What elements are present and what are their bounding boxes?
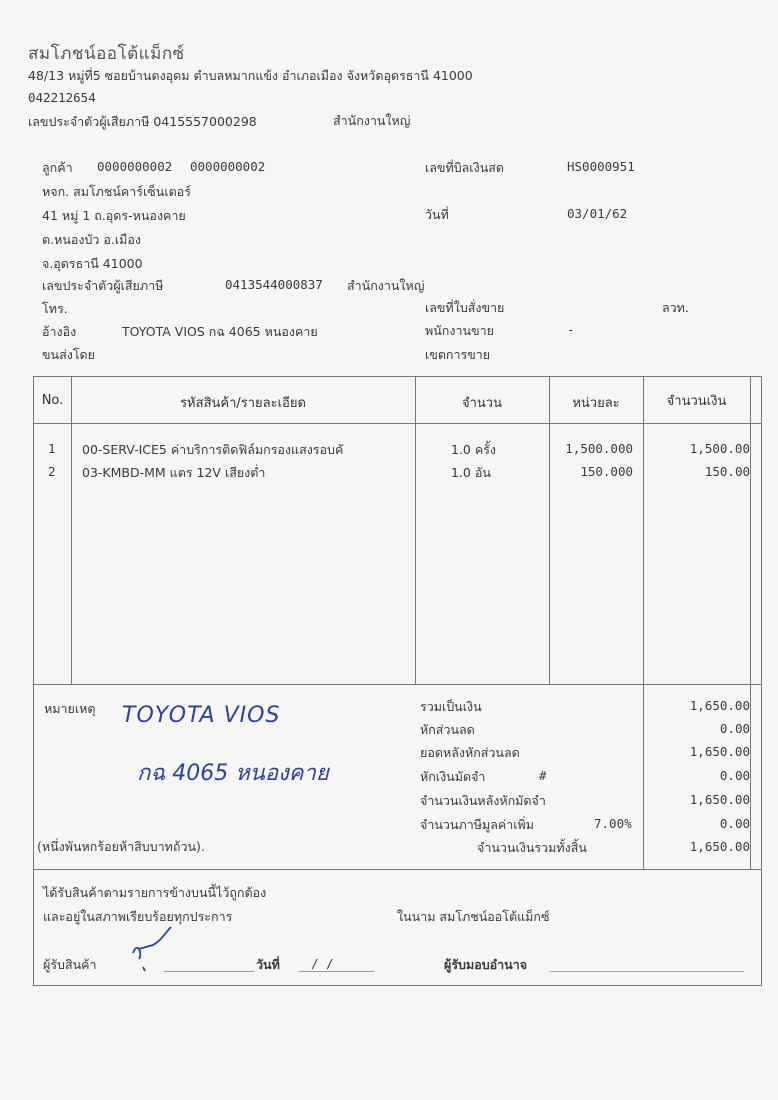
salesperson-value: - [567,322,575,337]
deposit-label: หักเงินมัดจำ [420,769,486,784]
amount-in-words: (หนึ่งพันหกร้อยห้าสิบบาทถ้วน). [37,839,205,854]
bill-number-label: เลขที่บิลเงินสด [425,160,504,175]
grand-total-value: 1,650.00 [689,839,750,854]
discount-label: หักส่วนลด [420,722,475,737]
sales-zone-label: เขตการขาย [425,347,491,362]
header-divider [34,423,761,424]
totals-bottom-divider [34,869,761,870]
customer-code-1: 0000000002 [97,159,173,174]
receiver-signature-line [164,971,254,972]
vat-label: จำนวนภาษีมูลค่าเพิ่ม [420,817,534,832]
header-no: No. [41,393,64,408]
row-1-amount: 1,500.00 [689,441,750,456]
reference-label: อ้างอิง [42,324,77,339]
header-amount: จำนวนเงิน [666,394,727,409]
bill-date: 03/01/62 [567,206,628,221]
customer-code-label: ลูกค้า [42,160,73,175]
company-address: 48/13 หมู่ที่5 ซอยบ้านดงอุดม ตำบลหมากแข้ง อำเภอเมือง จังหวัดอุดรธานี 41000 [28,68,473,83]
customer-tax-label: เลขประจำตัวผู้เสียภาษี [42,278,164,293]
items-bottom-divider [34,684,761,685]
company-tax-id: เลขประจำตัวผู้เสียภาษี 0415557000298 [28,114,257,129]
deposit-mark: # [539,768,547,783]
discount-value: 0.00 [719,721,750,736]
after-discount-label: ยอดหลังหักส่วนลด [420,745,520,760]
company-phone: 042212654 [28,90,96,105]
remarks-label: หมายเหตุ [44,701,96,716]
company-branch: สำนักงานใหญ่ [333,113,411,128]
subtotal-value: 1,650.00 [689,698,750,713]
customer-tel-label: โทร. [42,301,68,316]
reference-value: TOYOTA VIOS กฉ 4065 หนองคาย [122,324,318,339]
row-1-no: 1 [48,441,56,456]
shipping-label: ขนส่งโดย [42,347,95,362]
customer-name: หจก. สมโภชน์คาร์เซ็นเตอร์ [42,184,191,199]
receive-date-blank: / / [311,956,334,971]
handwritten-plate: กฉ 4065 หนองคาย [137,761,329,786]
subtotal-label: รวมเป็นเงิน [420,699,482,714]
receiver-signature [127,923,177,973]
sales-order-label: เลขที่ใบสั่งขาย [425,300,505,315]
receive-date-line [299,971,374,972]
row-1-item: 00-SERV-ICE5 ค่าบริการติดฟิล์มกรองแสงรอบคั [82,442,344,457]
row-1-qty: 1.0 ครั้ง [451,442,497,457]
col-divider-amount [750,377,751,869]
vat-value: 0.00 [719,816,750,831]
vat-rate: 7.00% [594,816,632,831]
receive-date-label: วันที่ [256,957,280,972]
customer-address-3: จ.อุดรธานี 41000 [42,256,143,271]
after-discount-value: 1,650.00 [689,744,750,759]
date-label: วันที่ [425,207,449,222]
receiver-label: ผู้รับสินค้า [43,957,97,972]
handwritten-car-model: TOYOTA VIOS [122,703,281,728]
on-behalf-of: ในนาม สมโภชน์ออโต้แม็กซ์ [397,909,550,924]
customer-branch: สำนักงานใหญ่ [347,278,425,293]
customer-code-2: 0000000002 [190,159,266,174]
received-statement-2: และอยู่ในสภาพเรียบร้อยทุกประการ [43,909,233,924]
header-item: รหัสสินค้า/รายละเอียด [180,396,306,411]
row-2-qty: 1.0 อัน [451,465,491,480]
authorized-label: ผู้รับมอบอำนาจ [444,957,528,972]
company-name: สมโภชน์ออโต้แม็กซ์ [28,44,185,64]
row-2-item: 03-KMBD-MM แตร 12V เสียงต่ำ [82,465,266,480]
row-2-no: 2 [48,464,56,479]
sales-order-value: ลวท. [662,300,689,315]
after-deposit-value: 1,650.00 [689,792,750,807]
items-table [33,376,762,986]
header-unit-price: หน่วยละ [572,396,620,411]
salesperson-label: พนักงานขาย [425,323,494,338]
header-qty: จำนวน [462,396,502,411]
row-2-unit-price: 150.000 [580,464,633,479]
received-statement-1: ได้รับสินค้าตามรายการข้างบนนี้ไว้ถูกต้อง [43,885,267,900]
customer-address-2: ต.หนองบัว อ.เมือง [42,232,142,247]
row-1-unit-price: 1,500.000 [565,441,633,456]
customer-tax-id: 0413544000837 [225,277,323,292]
grand-total-label: จำนวนเงินรวมทั้งสิ้น [477,840,587,855]
authorized-signature-line [549,971,744,972]
bill-number: HS0000951 [567,159,635,174]
customer-address-1: 41 หมู่ 1 ถ.อุดร-หนองคาย [42,208,186,223]
row-2-amount: 150.00 [704,464,750,479]
after-deposit-label: จำนวนเงินหลังหักมัดจำ [420,793,546,808]
deposit-value: 0.00 [719,768,750,783]
